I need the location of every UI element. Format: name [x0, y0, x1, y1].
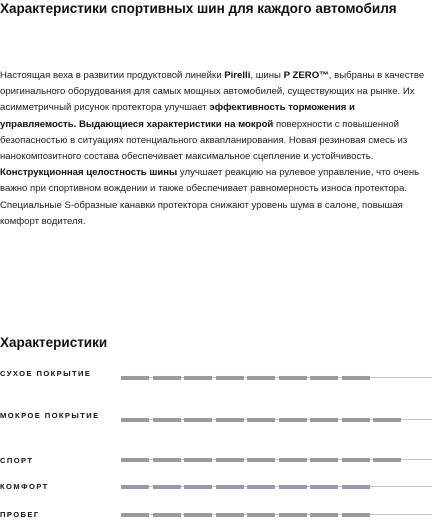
rating-segment [121, 376, 149, 380]
rating-segment [279, 485, 307, 489]
product-description [0, 68, 428, 230]
rating-bar-dry [121, 376, 432, 380]
rating-segment [342, 485, 370, 489]
feature-label-dry: СУХОЕ ПОКРЫТИЕ [0, 369, 92, 378]
rating-segment [342, 418, 370, 422]
description-run: улучшает реакцию на рулевое управление, что очень важно при спортивном вождении и также обеспечивает равномерность износа протектора. Специальные S-образные канавки протектора снижают уровень шума в салоне, повышая комфорт водителя. [0, 167, 420, 227]
rating-segment [310, 418, 338, 422]
description-bold-run: P ZERO™ [283, 70, 329, 81]
description-run: , шины [250, 70, 284, 81]
rating-segment [184, 376, 212, 380]
description-bold-run: Выдающиеся характеристики на мокрой [78, 118, 274, 130]
feature-label-mileage: ПРОБЕГ [0, 510, 40, 519]
rating-segment [184, 513, 212, 517]
features-title: Характеристики [0, 335, 108, 350]
rating-segment [121, 485, 149, 489]
rating-segment [216, 513, 244, 517]
rating-segment [184, 458, 212, 462]
rating-segment [121, 418, 149, 422]
description-run: Настоящая веха в развитии продуктовой линейки [0, 70, 225, 81]
rating-segment [310, 485, 338, 489]
feature-label-comfort: КОМФОРТ [0, 482, 49, 491]
rating-segment [310, 458, 338, 462]
rating-bar-sport [121, 458, 432, 462]
rating-segment [247, 513, 275, 517]
description-run: поверхности с повышенной безопасностью в ситуациях потенциального аквапланирования. Новая резиновая смесь из нанокомпозитного состава обеспечивает максимальное сцепление и устойчивость. [0, 118, 408, 163]
page-title: Характеристики спортивных шин для каждого автомобиля [0, 1, 397, 16]
description-bold-run: Конструкционная целостность шины [0, 167, 178, 179]
rating-segment [310, 513, 338, 517]
rating-segment [247, 376, 275, 380]
rating-segment [153, 376, 181, 380]
rating-segment [373, 458, 401, 462]
rating-bar-wet [121, 418, 432, 422]
rating-segment [216, 418, 244, 422]
rating-segment [216, 485, 244, 489]
rating-segment [153, 513, 181, 517]
rating-segment [279, 418, 307, 422]
description-run: , выбраны в качестве оригинального оборудования для самых мощных автомобилей, существующих на рынке. Их асимметричный рисунок протектора улучшает [0, 70, 425, 114]
rating-segment [310, 376, 338, 380]
rating-segment [342, 376, 370, 380]
feature-label-wet: МОКРОЕ ПОКРЫТИЕ [0, 411, 100, 420]
rating-segment [342, 458, 370, 462]
rating-segment [279, 513, 307, 517]
rating-segment [373, 418, 401, 422]
rating-segment [184, 485, 212, 489]
rating-segment [184, 418, 212, 422]
rating-segment [216, 376, 244, 380]
rating-segment [121, 513, 149, 517]
description-bold-run: Pirelli [224, 70, 251, 81]
rating-segment [153, 418, 181, 422]
rating-segment [121, 458, 149, 462]
rating-segment [153, 458, 181, 462]
rating-segment [247, 458, 275, 462]
rating-segment [247, 418, 275, 422]
rating-segment [279, 458, 307, 462]
rating-segment [279, 376, 307, 380]
rating-segment [216, 458, 244, 462]
description-bold-run: эффективность торможения и управляемость. [0, 102, 355, 130]
rating-segment [247, 485, 275, 489]
rating-bar-comfort [121, 485, 432, 489]
rating-segment [153, 485, 181, 489]
rating-bar-mileage [121, 513, 432, 517]
rating-segment [342, 513, 370, 517]
feature-label-sport: СПОРТ [0, 456, 34, 465]
